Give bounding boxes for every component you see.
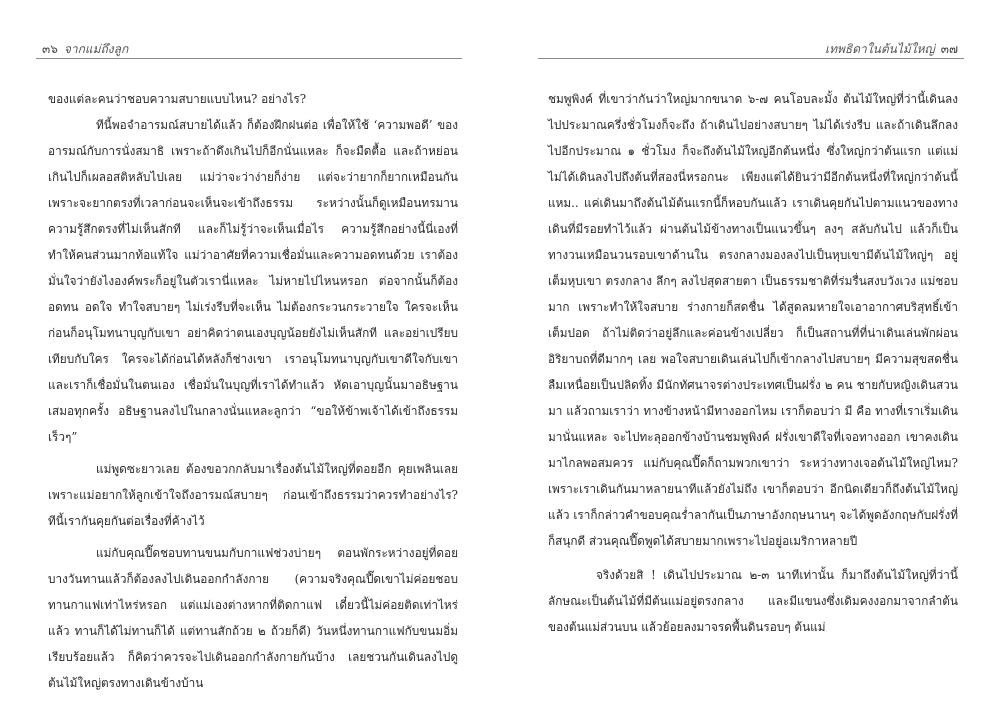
paragraph: แม่พูดซะยาวเลย ต้องขอวกกลับมาเรื่องต้นไม้ใหญ่ที่ดอยอีก คุยเพลินเลย เพราะแม่อยากให้ลูกเข้าใจถึงอารมณ์สบายๆ ก่อนเข้าถึงธรรมว่าควรทำอย่างไร? ทีนี้เรากันคุยกันต่อเรื่องที่ค้างไว้ [48, 462, 458, 528]
left-page-body [48, 86, 458, 696]
left-page-header [36, 40, 128, 59]
left-page-number: ๓๖ [42, 42, 58, 56]
right-page [500, 0, 1000, 707]
right-running-head: เทพธิดาในต้นไม้ใหญ่ [824, 42, 935, 56]
paragraph: จริงด้วยสิ ! เดินไปประมาณ ๒-๓ นาทีเท่านั้น ก็มาถึงต้นไม้ใหญ่ที่ว่านี้ ลักษณะเป็นต้นไม้ที่มีต้นแม่อยู่ตรงกลาง และมีแขนงซึ่งเดิมคงงอกมาจากลำต้นของต้นแม่ส่วนบน แล้วย้อยลงมาจรดพื้นดินรอบๆ ต้นแม่ [548, 568, 958, 634]
paragraph: ทีนี้พอจำอารมณ์สบายได้แล้ว ก็ต้องฝึกฝนต่อ เพื่อให้ใช้ ‘ความพอดี’ ของอารมณ์กับการนั่งสมาธิ เพราะถ้าดึงเกินไปก็อีกนั่นแหละ ก็จะมืดตื้อ และถ้าหย่อนเกินไปก็เผลอสติหลับไปเลย แม่ว่าจะว่าง่ายก็ง่าย แต่จะว่ายากก็ยากเหมือนกัน เพราะจะยากตรงที่เวลาก่อนจะเห็นจะเข้าถึงธรรม ระหว่างนั้นก็ดูเหมือนทรมานความรู้สึกตรงที่ไม่เห็นสักที และก็ไม่รู้ว่าจะเห็นเมื่อไร ความรู้สึกอย่างนี้นี่เองที่ทำให้คนส่วนมากท้อแท้ใจ แม่ว่าอาศัยที่ความเชื่อมั่นและความอดทนด้วย เราต้องมั่นใจว่ายังไงองค์พระก็อยู่ในตัวเรานี่แหละ ไม่หายไปไหนหรอก ต่อจากนั้นก็ต้องอดทน อดใจ ทำใจสบายๆ ไม่เร่งรีบที่จะเห็น ไม่ต้องกระวนกระวายใจ ใครจะเห็นก่อนก็อนุโมทนาบุญกับเขา อย่าคิดว่าตนเองบุญน้อยยังไม่เห็นสักที และอย่าเปรียบเทียบกับใคร ใครจะได้ก่อนได้หลังก็ช่างเขา เราอนุโมทนาบุญกับเขาดีใจกับเขา และเราก็เชื่อมั่นในตนเอง เชื่อมั่นในบุญที่เราได้ทำแล้ว หัดเอาบุญนั้นมาอธิษฐานเสมอทุกครั้ง อธิษฐานลงไปในกลางนั่นแหละลูกว่า “ขอให้ข้าพเจ้าได้เข้าถึงธรรมเร็วๆ” [48, 118, 458, 444]
right-page-header [825, 40, 964, 59]
paragraph: ชมพูพิงค์ ที่เขาว่ากันว่าใหญ่มากขนาด ๖-๗ คนโอบละมั้ง ต้นไม้ใหญ่ที่ว่านี้เดินลงไปประมาณครึ่งชั่วโมงก็จะถึง ถ้าเดินไปอย่างสบายๆ ไม่ได้เร่งรีบ และถ้าเดินลึกลงไปอีกประมาณ ๑ ชั่วโมง ก็จะถึงต้นไม้ใหญ่อีกต้นหนึ่ง ซึ่งใหญ่กว่าต้นแรก แต่แม่ไม่ได้เดินลงไปถึงต้นที่สองนี่หรอกนะ เพียงแต่ได้ยินว่ามีอีกต้นหนึ่งที่ใหญ่กว่าต้นนี้ แหม.. แค่เดินมาถึงต้นไม้ต้นแรกนี้ก็หอบกันแล้ว เราเดินคุยกันไปตามแนวของทางเดินที่มีรอยทำไว้แล้ว ผ่านต้นไม้ข้างทางเป็นแนวขึ้นๆ ลงๆ สลับกันไป แล้วก็เป็นทางวนเหมือนวนรอบเขาด้านใน ตรงกลางมองลงไปเป็นหุบเขามีต้นไม้ใหญ่ๆ อยู่เต็มหุบเขา ตรงกลาง ลึกๆ ลงไปสุดสายตา เป็นธรรมชาติที่ร่มรื่นสงบวังเวง แม่ชอบมาก เพราะทำให้ใจสบาย ร่างกายก็สดชื่น ได้สูดลมหายใจเอาอากาศบริสุทธิ์เข้าเต็มปอด ถ้าไม่ติดว่าอยู่ลึกและค่อนข้างเปลี่ยว ก็เป็นสถานที่ที่น่าเดินเล่นพักผ่อนอิริยาบถที่ดีมากๆ เลย พอใจสบายเดินเล่นไปก็เข้ากลางไปสบายๆ มีความสุขสดชื่นลืมเหนื่อยเป็นปลิดทิ้ง มีนักทัศนาจรต่างประเทศเป็นฝรั่ง ๒ คน ชายกับหญิงเดินสวนมา แล้วถามเราว่า ทางข้างหน้ามีทางออกไหม เราก็ตอบว่า มี คือ ทางที่เราเริ่มเดินมานั่นแหละ จะไปทะลุออกข้างบ้านชมพูพิงค์ ฝรั่งเขาดีใจที่เจอทางออก เขาคงเดินมาไกลพอสมควร แม่กับคุณปี๊ดก็ถามพวกเขาว่า ระหว่างทางเจอต้นไม้ใหญ่ไหม? เพราะเราเดินกันมาหลายนาทีแล้วยังไม่ถึง เขาก็ตอบว่า อีกนิดเดียวก็ถึงต้นไม้ใหญ่แล้ว เราก็กล่าวคำขอบคุณร่ำลากันเป็นภาษาอังกฤษนานๆ จะได้พูดอังกฤษกับฝรั่งที่ก็สนุกดี ส่วนคุณปี๊ดพูดได้สบายมากเพราะไปอยู่อเมริกาหลายปี [548, 92, 958, 548]
right-page-number: ๓๗ [940, 42, 958, 56]
paragraph: แม่กับคุณปี๊ดชอบทานขนมกับกาแฟช่วงบ่ายๆ ตอนพักระหว่างอยู่ที่ดอย บางวันทานแล้วก็ต้องลงไปเดินออกกำลังกาย (ความจริงคุณปี๊ดเขาไม่ค่อยชอบทานกาแฟเท่าไหร่หรอก แต่แม่เองต่างหากที่ติดกาแฟ เดี๋ยวนี้ไม่ค่อยติดเท่าไหร่แล้ว ทานก็ได้ไม่ทานก็ได้ แต่ทานสักถ้วย ๒ ถ้วยก็ดี) วันหนึ่งทานกาแฟกับขนมอิ่มเรียบร้อยแล้ว ก็คิดว่าควรจะไปเดินออกกำลังกายกันบ้าง เลยชวนกันเดินลงไปดูต้นไม้ใหญ่ตรงทางเดินข้างบ้าน [48, 546, 458, 690]
paragraph: ของแต่ละคนว่าชอบความสบายแบบไหน? อย่างไร? [48, 92, 307, 106]
left-running-head: จากแม่ถึงลูก [63, 42, 129, 56]
left-header-rule [36, 58, 462, 59]
right-header-rule [538, 58, 964, 59]
right-page-body [548, 86, 958, 640]
